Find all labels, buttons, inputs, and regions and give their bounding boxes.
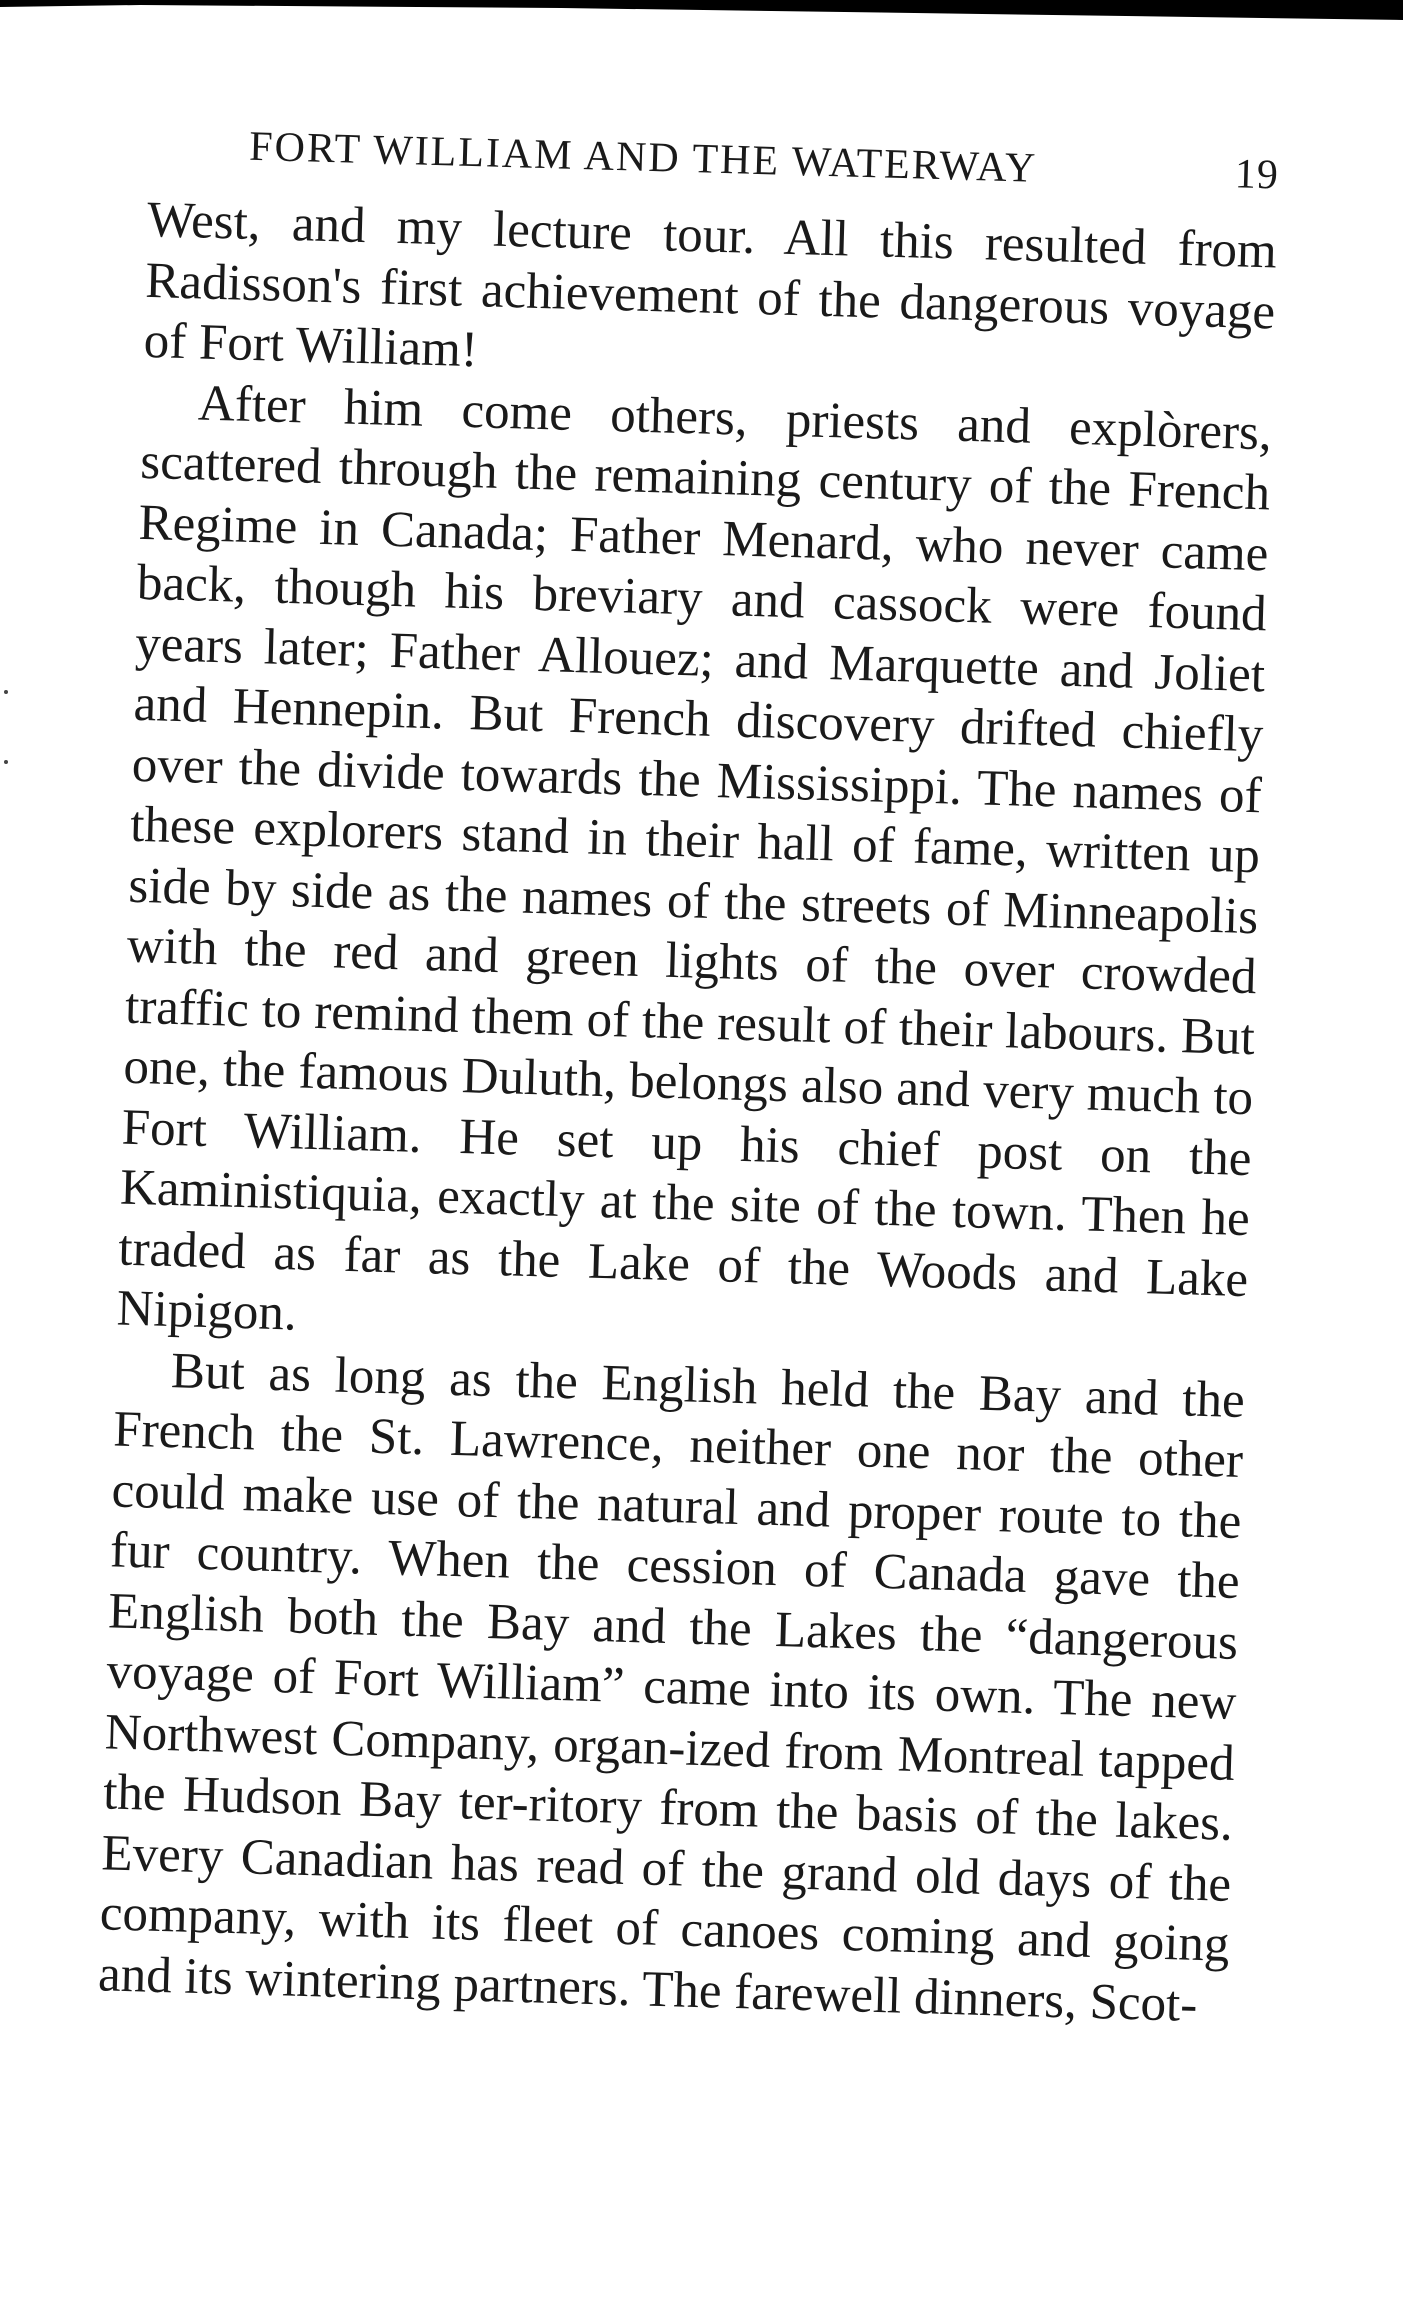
paragraph: After him come others, priests and explòrers, scattered through the remaining century of the French Regime in Canada; Father Menard, who never came back, though his breviary and cassock were found years later; Father Allouez; and Marquette and Joliet and Hennepin. But French discovery drifted chiefly over the divide towards the Mississippi. The names of these explorers stand in their hall of fame, written up side by side as the names of the streets of Minneapolis with the red and green lights of the over crowded traffic to remind them of the result of their labours. But one, the famous Duluth, belongs also and very much to Fort William. He set up his chief post on the Kaministiquia, exactly at the site of the town. Then he traded as far as the Lake of the Woods and Lake Nipigon. — [116, 374, 1273, 1342]
scan-top-edge — [0, 0, 1403, 20]
paragraph: But as long as the English held the Bay and the French the St. Lawrence, neither one nor the other could make use of the natural and proper route to the fur country. When the cession of Canada gave the English both the Bay and the Lakes the “dangerous voyage of Fort William” came into its own. The new Northwest Company, organ-ized from Montreal tapped the Hudson Bay ter-ritory from the basis of the lakes. Every Canadian has read of the grand old days of the company, with its fleet of canoes coming and going and its wintering partners. The farewell dinners, Scot- — [97, 1342, 1246, 2033]
body-text — [97, 190, 1277, 2036]
scan-speck — [4, 760, 8, 764]
paragraph: West, and my lecture tour. All this resulted from Radisson's first achievement of the dangerous voyage of Fort William! — [143, 191, 1278, 379]
scan-speck — [4, 690, 8, 694]
running-head — [249, 123, 1280, 200]
book-page — [97, 120, 1279, 2036]
page-number: 19 — [1234, 151, 1280, 199]
running-title: FORT WILLIAM AND THE WATERWAY — [248, 123, 1038, 192]
